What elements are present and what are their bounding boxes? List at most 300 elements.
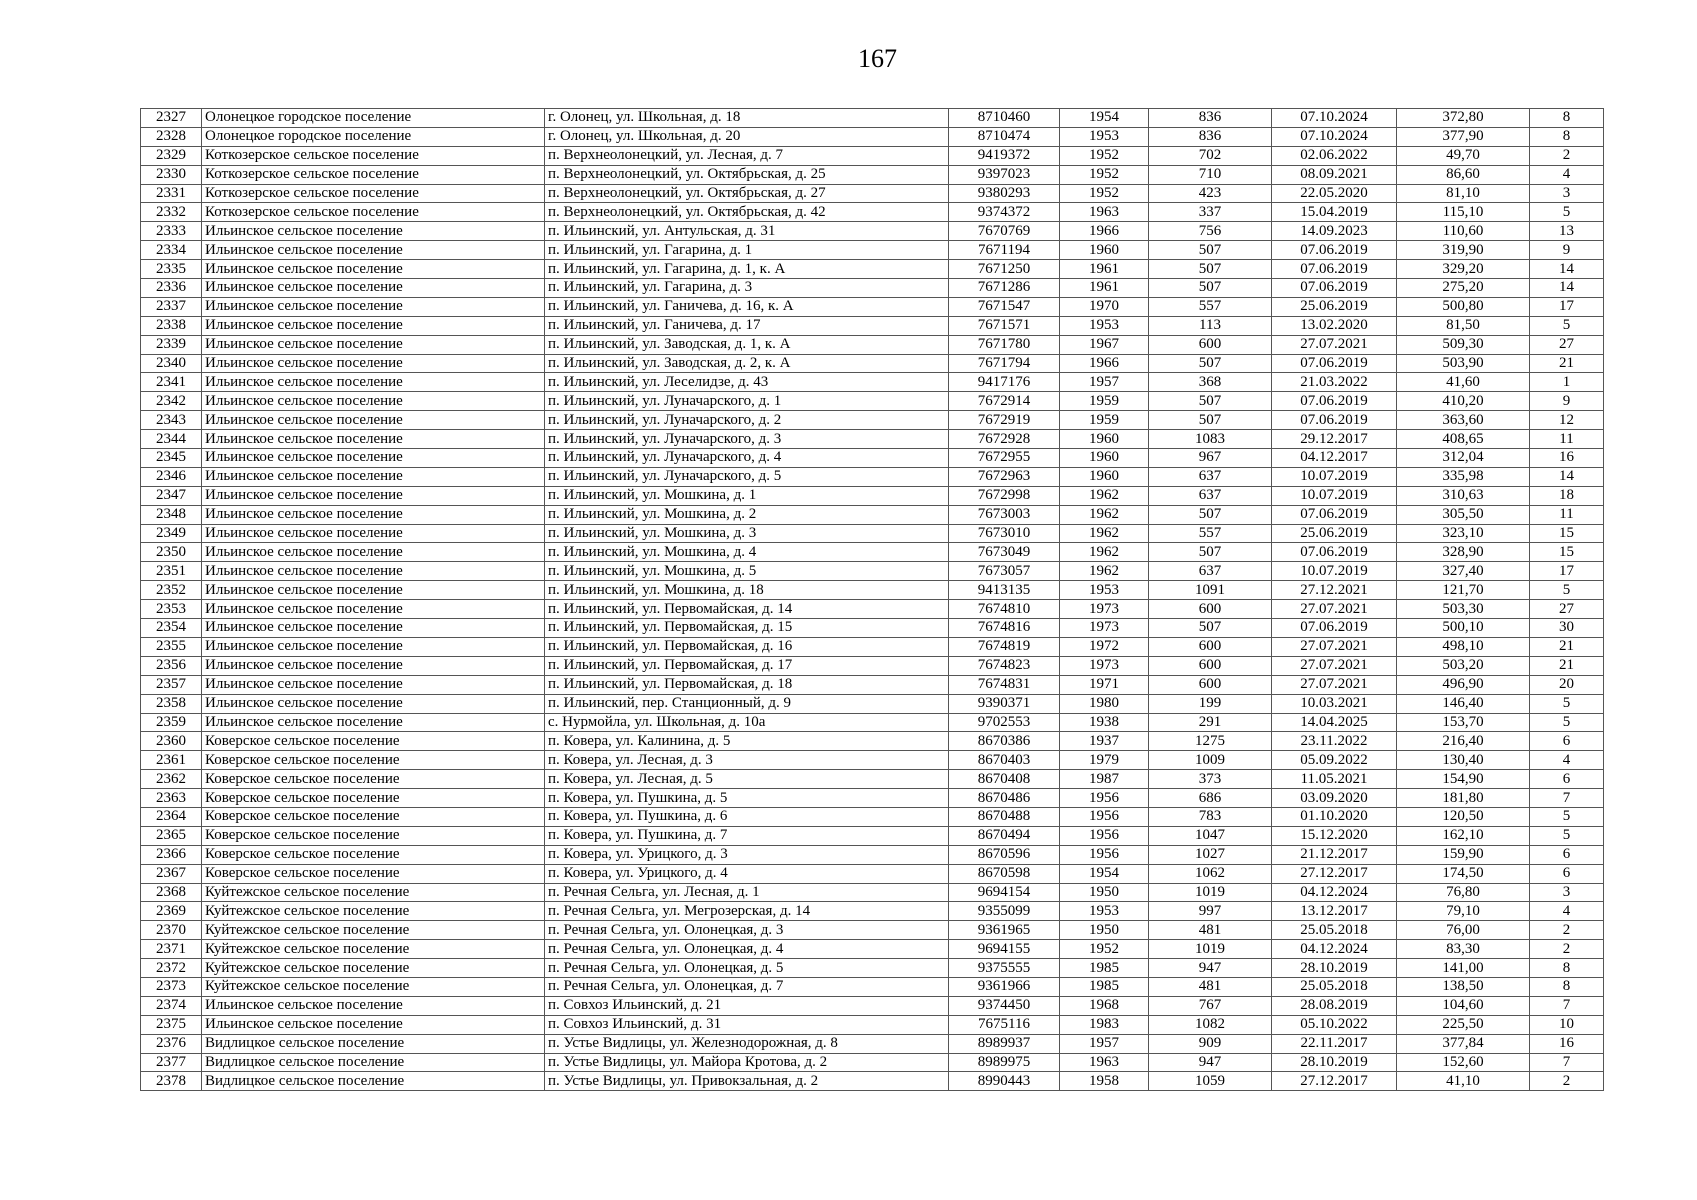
cell-year: 1960 [1060, 467, 1149, 486]
cell-code: 9390371 [949, 694, 1060, 713]
cell-num: 2364 [141, 807, 202, 826]
cell-qty: 18 [1530, 486, 1604, 505]
cell-year: 1968 [1060, 996, 1149, 1015]
cell-qty: 2 [1530, 921, 1604, 940]
cell-area: 500,80 [1397, 297, 1530, 316]
cell-qty: 4 [1530, 165, 1604, 184]
cell-qty: 6 [1530, 732, 1604, 751]
cell-qty: 30 [1530, 619, 1604, 638]
cell-num: 2359 [141, 713, 202, 732]
cell-num: 2378 [141, 1072, 202, 1091]
cell-area: 225,50 [1397, 1015, 1530, 1034]
cell-qty: 5 [1530, 807, 1604, 826]
cell-qty: 5 [1530, 203, 1604, 222]
cell-year: 1953 [1060, 581, 1149, 600]
table-row [141, 1053, 1604, 1072]
cell-code: 8670486 [949, 789, 1060, 808]
cell-area: 377,90 [1397, 127, 1530, 146]
cell-address: п. Ильинский, ул. Первомайская, д. 17 [545, 656, 949, 675]
cell-area: 121,70 [1397, 581, 1530, 600]
cell-area: 503,90 [1397, 354, 1530, 373]
cell-num: 2337 [141, 297, 202, 316]
cell-settlement: Куйтежское сельское поселение [202, 940, 545, 959]
cell-code: 7674816 [949, 619, 1060, 638]
table-row [141, 543, 1604, 562]
table-row [141, 354, 1604, 373]
cell-qty: 16 [1530, 1034, 1604, 1053]
cell-area: 503,30 [1397, 600, 1530, 619]
cell-year: 1959 [1060, 411, 1149, 430]
cell-date: 07.06.2019 [1272, 543, 1397, 562]
cell-qty: 12 [1530, 411, 1604, 430]
cell-year: 1953 [1060, 316, 1149, 335]
table-row [141, 581, 1604, 600]
cell-num: 2334 [141, 241, 202, 260]
cell-address: п. Речная Сельга, ул. Олонецкая, д. 3 [545, 921, 949, 940]
cell-qty: 2 [1530, 1072, 1604, 1091]
cell-date: 07.06.2019 [1272, 411, 1397, 430]
cell-settlement: Ильинское сельское поселение [202, 430, 545, 449]
cell-area: 110,60 [1397, 222, 1530, 241]
cell-area: 81,10 [1397, 184, 1530, 203]
cell-year: 1983 [1060, 1015, 1149, 1034]
cell-area: 319,90 [1397, 241, 1530, 260]
cell-settlement: Ильинское сельское поселение [202, 581, 545, 600]
cell-date: 27.07.2021 [1272, 675, 1397, 694]
cell-code: 7671547 [949, 297, 1060, 316]
table-row [141, 902, 1604, 921]
cell-qty: 3 [1530, 883, 1604, 902]
cell-address: п. Ильинский, ул. Первомайская, д. 18 [545, 675, 949, 694]
cell-code: 9397023 [949, 165, 1060, 184]
cell-count: 997 [1149, 902, 1272, 921]
cell-count: 686 [1149, 789, 1272, 808]
cell-year: 1956 [1060, 826, 1149, 845]
cell-code: 7672998 [949, 486, 1060, 505]
cell-num: 2357 [141, 675, 202, 694]
cell-qty: 5 [1530, 581, 1604, 600]
cell-year: 1957 [1060, 1034, 1149, 1053]
cell-address: п. Устье Видлицы, ул. Железнодорожная, д. 8 [545, 1034, 949, 1053]
cell-area: 503,20 [1397, 656, 1530, 675]
cell-year: 1952 [1060, 165, 1149, 184]
cell-num: 2353 [141, 600, 202, 619]
cell-date: 27.07.2021 [1272, 335, 1397, 354]
cell-count: 1062 [1149, 864, 1272, 883]
cell-date: 07.06.2019 [1272, 619, 1397, 638]
cell-settlement: Видлицкое сельское поселение [202, 1053, 545, 1072]
cell-code: 7671194 [949, 241, 1060, 260]
cell-count: 836 [1149, 127, 1272, 146]
cell-year: 1959 [1060, 392, 1149, 411]
cell-qty: 17 [1530, 297, 1604, 316]
cell-code: 7672928 [949, 430, 1060, 449]
cell-num: 2343 [141, 411, 202, 430]
cell-code: 9702553 [949, 713, 1060, 732]
table-row [141, 751, 1604, 770]
cell-num: 2360 [141, 732, 202, 751]
cell-settlement: Олонецкое городское поселение [202, 127, 545, 146]
table-row [141, 411, 1604, 430]
cell-code: 9417176 [949, 373, 1060, 392]
table-row [141, 619, 1604, 638]
cell-qty: 11 [1530, 505, 1604, 524]
table-row [141, 486, 1604, 505]
cell-address: п. Ильинский, ул. Антульская, д. 31 [545, 222, 949, 241]
table-row [141, 279, 1604, 298]
cell-address: п. Ковера, ул. Урицкого, д. 4 [545, 864, 949, 883]
cell-num: 2339 [141, 335, 202, 354]
cell-year: 1937 [1060, 732, 1149, 751]
cell-settlement: Куйтежское сельское поселение [202, 902, 545, 921]
cell-year: 1966 [1060, 354, 1149, 373]
cell-area: 81,50 [1397, 316, 1530, 335]
cell-num: 2348 [141, 505, 202, 524]
cell-year: 1962 [1060, 486, 1149, 505]
cell-address: п. Ильинский, ул. Мошкина, д. 5 [545, 562, 949, 581]
cell-num: 2355 [141, 637, 202, 656]
cell-area: 162,10 [1397, 826, 1530, 845]
cell-qty: 5 [1530, 316, 1604, 335]
cell-count: 836 [1149, 109, 1272, 128]
cell-count: 507 [1149, 241, 1272, 260]
table-row [141, 260, 1604, 279]
cell-code: 9374450 [949, 996, 1060, 1015]
cell-settlement: Ильинское сельское поселение [202, 619, 545, 638]
cell-num: 2335 [141, 260, 202, 279]
cell-address: п. Речная Сельга, ул. Олонецкая, д. 4 [545, 940, 949, 959]
cell-code: 9361965 [949, 921, 1060, 940]
cell-date: 25.06.2019 [1272, 297, 1397, 316]
cell-num: 2354 [141, 619, 202, 638]
cell-settlement: Куйтежское сельское поселение [202, 883, 545, 902]
table-row [141, 656, 1604, 675]
cell-date: 10.03.2021 [1272, 694, 1397, 713]
cell-address: п. Ильинский, ул. Гагарина, д. 1, к. А [545, 260, 949, 279]
cell-qty: 5 [1530, 826, 1604, 845]
cell-qty: 27 [1530, 600, 1604, 619]
cell-qty: 5 [1530, 694, 1604, 713]
cell-area: 152,60 [1397, 1053, 1530, 1072]
cell-address: п. Ильинский, ул. Мошкина, д. 1 [545, 486, 949, 505]
cell-qty: 11 [1530, 430, 1604, 449]
cell-qty: 21 [1530, 354, 1604, 373]
cell-year: 1973 [1060, 600, 1149, 619]
cell-address: п. Речная Сельга, ул. Мегрозерская, д. 14 [545, 902, 949, 921]
cell-date: 02.06.2022 [1272, 146, 1397, 165]
cell-code: 8670386 [949, 732, 1060, 751]
cell-address: с. Нурмойла, ул. Школьная, д. 10а [545, 713, 949, 732]
cell-address: п. Ильинский, пер. Станционный, д. 9 [545, 694, 949, 713]
cell-area: 363,60 [1397, 411, 1530, 430]
cell-date: 08.09.2021 [1272, 165, 1397, 184]
cell-area: 159,90 [1397, 845, 1530, 864]
cell-date: 14.04.2025 [1272, 713, 1397, 732]
cell-date: 25.05.2018 [1272, 977, 1397, 996]
cell-qty: 5 [1530, 713, 1604, 732]
cell-address: п. Ильинский, ул. Первомайская, д. 16 [545, 637, 949, 656]
cell-num: 2365 [141, 826, 202, 845]
cell-area: 83,30 [1397, 940, 1530, 959]
cell-address: п. Верхнеолонецкий, ул. Лесная, д. 7 [545, 146, 949, 165]
cell-count: 113 [1149, 316, 1272, 335]
table-row [141, 637, 1604, 656]
cell-num: 2377 [141, 1053, 202, 1072]
cell-num: 2356 [141, 656, 202, 675]
cell-address: п. Ильинский, ул. Ганичева, д. 16, к. А [545, 297, 949, 316]
cell-year: 1952 [1060, 146, 1149, 165]
cell-settlement: Ильинское сельское поселение [202, 467, 545, 486]
cell-area: 305,50 [1397, 505, 1530, 524]
cell-area: 76,80 [1397, 883, 1530, 902]
cell-settlement: Видлицкое сельское поселение [202, 1034, 545, 1053]
cell-code: 8990443 [949, 1072, 1060, 1091]
cell-num: 2344 [141, 430, 202, 449]
cell-settlement: Куйтежское сельское поселение [202, 921, 545, 940]
cell-num: 2373 [141, 977, 202, 996]
cell-num: 2336 [141, 279, 202, 298]
cell-area: 323,10 [1397, 524, 1530, 543]
cell-qty: 15 [1530, 543, 1604, 562]
table-row [141, 241, 1604, 260]
cell-year: 1985 [1060, 977, 1149, 996]
cell-count: 1082 [1149, 1015, 1272, 1034]
cell-address: г. Олонец, ул. Школьная, д. 18 [545, 109, 949, 128]
cell-year: 1963 [1060, 203, 1149, 222]
cell-area: 181,80 [1397, 789, 1530, 808]
cell-count: 1047 [1149, 826, 1272, 845]
cell-code: 7675116 [949, 1015, 1060, 1034]
cell-date: 27.12.2017 [1272, 1072, 1397, 1091]
cell-area: 153,70 [1397, 713, 1530, 732]
cell-qty: 14 [1530, 260, 1604, 279]
cell-num: 2369 [141, 902, 202, 921]
cell-area: 154,90 [1397, 770, 1530, 789]
cell-date: 23.11.2022 [1272, 732, 1397, 751]
cell-qty: 2 [1530, 940, 1604, 959]
cell-settlement: Куйтежское сельское поселение [202, 977, 545, 996]
cell-year: 1985 [1060, 959, 1149, 978]
cell-count: 1083 [1149, 430, 1272, 449]
cell-date: 15.12.2020 [1272, 826, 1397, 845]
cell-settlement: Коверское сельское поселение [202, 732, 545, 751]
cell-date: 07.10.2024 [1272, 109, 1397, 128]
cell-area: 327,40 [1397, 562, 1530, 581]
cell-date: 13.02.2020 [1272, 316, 1397, 335]
cell-code: 7673057 [949, 562, 1060, 581]
cell-count: 710 [1149, 165, 1272, 184]
cell-address: п. Ильинский, ул. Луначарского, д. 5 [545, 467, 949, 486]
table-row [141, 316, 1604, 335]
cell-settlement: Ильинское сельское поселение [202, 996, 545, 1015]
cell-year: 1956 [1060, 789, 1149, 808]
cell-address: п. Верхнеолонецкий, ул. Октябрьская, д. 27 [545, 184, 949, 203]
table-row [141, 449, 1604, 468]
cell-year: 1958 [1060, 1072, 1149, 1091]
cell-code: 9694154 [949, 883, 1060, 902]
cell-address: п. Ильинский, ул. Мошкина, д. 2 [545, 505, 949, 524]
cell-date: 27.07.2021 [1272, 637, 1397, 656]
cell-address: п. Ильинский, ул. Луначарского, д. 3 [545, 430, 949, 449]
cell-year: 1980 [1060, 694, 1149, 713]
cell-settlement: Коверское сельское поселение [202, 770, 545, 789]
cell-date: 01.10.2020 [1272, 807, 1397, 826]
cell-count: 767 [1149, 996, 1272, 1015]
cell-date: 27.07.2021 [1272, 656, 1397, 675]
cell-area: 41,60 [1397, 373, 1530, 392]
cell-date: 07.06.2019 [1272, 241, 1397, 260]
cell-address: п. Ильинский, ул. Мошкина, д. 3 [545, 524, 949, 543]
cell-code: 7672914 [949, 392, 1060, 411]
cell-date: 04.12.2017 [1272, 449, 1397, 468]
cell-code: 7671794 [949, 354, 1060, 373]
cell-num: 2367 [141, 864, 202, 883]
cell-num: 2368 [141, 883, 202, 902]
cell-address: п. Ильинский, ул. Заводская, д. 1, к. А [545, 335, 949, 354]
cell-address: п. Речная Сельга, ул. Олонецкая, д. 5 [545, 959, 949, 978]
cell-settlement: Коверское сельское поселение [202, 789, 545, 808]
cell-year: 1979 [1060, 751, 1149, 770]
cell-code: 7674831 [949, 675, 1060, 694]
cell-count: 1019 [1149, 883, 1272, 902]
cell-area: 146,40 [1397, 694, 1530, 713]
table-row [141, 713, 1604, 732]
cell-year: 1966 [1060, 222, 1149, 241]
cell-settlement: Куйтежское сельское поселение [202, 959, 545, 978]
cell-settlement: Ильинское сельское поселение [202, 486, 545, 505]
cell-area: 49,70 [1397, 146, 1530, 165]
cell-qty: 6 [1530, 864, 1604, 883]
cell-code: 8710474 [949, 127, 1060, 146]
cell-address: п. Ковера, ул. Пушкина, д. 6 [545, 807, 949, 826]
cell-address: п. Ильинский, ул. Луначарского, д. 1 [545, 392, 949, 411]
cell-settlement: Ильинское сельское поселение [202, 279, 545, 298]
cell-count: 373 [1149, 770, 1272, 789]
cell-settlement: Ильинское сельское поселение [202, 354, 545, 373]
cell-area: 312,04 [1397, 449, 1530, 468]
cell-address: п. Устье Видлицы, ул. Майора Кротова, д. 2 [545, 1053, 949, 1072]
cell-num: 2330 [141, 165, 202, 184]
cell-num: 2371 [141, 940, 202, 959]
cell-address: п. Совхоз Ильинский, д. 31 [545, 1015, 949, 1034]
cell-year: 1957 [1060, 373, 1149, 392]
cell-num: 2331 [141, 184, 202, 203]
cell-code: 8670596 [949, 845, 1060, 864]
cell-date: 07.06.2019 [1272, 505, 1397, 524]
cell-count: 947 [1149, 959, 1272, 978]
cell-code: 7674819 [949, 637, 1060, 656]
cell-count: 507 [1149, 619, 1272, 638]
cell-num: 2349 [141, 524, 202, 543]
cell-settlement: Ильинское сельское поселение [202, 335, 545, 354]
cell-date: 27.12.2017 [1272, 864, 1397, 883]
table-row [141, 505, 1604, 524]
cell-settlement: Коверское сельское поселение [202, 751, 545, 770]
cell-qty: 9 [1530, 241, 1604, 260]
cell-year: 1956 [1060, 807, 1149, 826]
cell-date: 22.05.2020 [1272, 184, 1397, 203]
cell-area: 79,10 [1397, 902, 1530, 921]
cell-settlement: Ильинское сельское поселение [202, 524, 545, 543]
cell-year: 1950 [1060, 883, 1149, 902]
cell-year: 1970 [1060, 297, 1149, 316]
cell-qty: 10 [1530, 1015, 1604, 1034]
cell-qty: 8 [1530, 109, 1604, 128]
cell-year: 1960 [1060, 430, 1149, 449]
cell-count: 507 [1149, 411, 1272, 430]
table-row [141, 694, 1604, 713]
cell-settlement: Коверское сельское поселение [202, 864, 545, 883]
cell-address: г. Олонец, ул. Школьная, д. 20 [545, 127, 949, 146]
cell-date: 25.05.2018 [1272, 921, 1397, 940]
cell-area: 104,60 [1397, 996, 1530, 1015]
cell-year: 1973 [1060, 619, 1149, 638]
table-row [141, 562, 1604, 581]
table-row [141, 940, 1604, 959]
cell-num: 2376 [141, 1034, 202, 1053]
cell-num: 2350 [141, 543, 202, 562]
table-row [141, 770, 1604, 789]
cell-count: 637 [1149, 562, 1272, 581]
cell-num: 2332 [141, 203, 202, 222]
cell-code: 7672955 [949, 449, 1060, 468]
cell-address: п. Ильинский, ул. Мошкина, д. 4 [545, 543, 949, 562]
cell-settlement: Ильинское сельское поселение [202, 316, 545, 335]
cell-date: 15.04.2019 [1272, 203, 1397, 222]
cell-year: 1961 [1060, 279, 1149, 298]
cell-settlement: Олонецкое городское поселение [202, 109, 545, 128]
table-row [141, 109, 1604, 128]
cell-qty: 4 [1530, 902, 1604, 921]
cell-count: 557 [1149, 297, 1272, 316]
cell-settlement: Ильинское сельское поселение [202, 297, 545, 316]
cell-count: 1009 [1149, 751, 1272, 770]
cell-qty: 27 [1530, 335, 1604, 354]
cell-count: 507 [1149, 260, 1272, 279]
table-row [141, 222, 1604, 241]
cell-address: п. Речная Сельга, ул. Лесная, д. 1 [545, 883, 949, 902]
cell-code: 9419372 [949, 146, 1060, 165]
cell-count: 600 [1149, 656, 1272, 675]
registry-body [141, 109, 1604, 1091]
cell-area: 329,20 [1397, 260, 1530, 279]
cell-year: 1960 [1060, 449, 1149, 468]
table-row [141, 373, 1604, 392]
cell-num: 2338 [141, 316, 202, 335]
cell-settlement: Ильинское сельское поселение [202, 449, 545, 468]
cell-address: п. Ковера, ул. Калинина, д. 5 [545, 732, 949, 751]
cell-num: 2362 [141, 770, 202, 789]
cell-area: 115,10 [1397, 203, 1530, 222]
cell-address: п. Ковера, ул. Пушкина, д. 5 [545, 789, 949, 808]
cell-area: 141,00 [1397, 959, 1530, 978]
cell-area: 216,40 [1397, 732, 1530, 751]
cell-address: п. Верхнеолонецкий, ул. Октябрьская, д. 25 [545, 165, 949, 184]
cell-qty: 8 [1530, 959, 1604, 978]
table-row [141, 127, 1604, 146]
cell-code: 8670494 [949, 826, 1060, 845]
cell-code: 8670488 [949, 807, 1060, 826]
cell-count: 637 [1149, 486, 1272, 505]
cell-year: 1953 [1060, 127, 1149, 146]
cell-area: 120,50 [1397, 807, 1530, 826]
table-row [141, 1015, 1604, 1034]
cell-count: 909 [1149, 1034, 1272, 1053]
cell-code: 7674810 [949, 600, 1060, 619]
cell-num: 2327 [141, 109, 202, 128]
cell-settlement: Ильинское сельское поселение [202, 713, 545, 732]
cell-count: 967 [1149, 449, 1272, 468]
